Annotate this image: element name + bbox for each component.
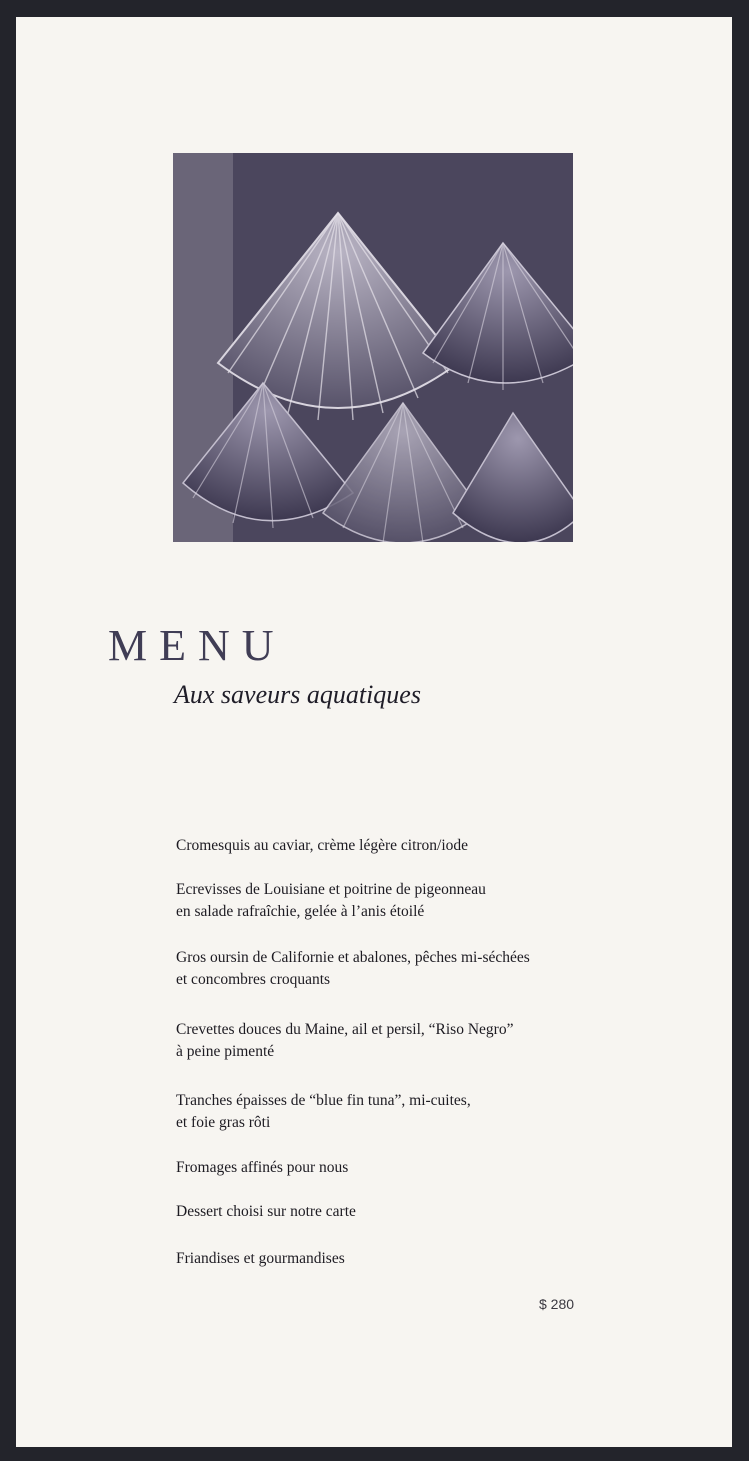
course-item — [176, 835, 606, 857]
course-item — [176, 947, 606, 991]
course-line: en salade rafraîchie, gelée à l’anis étoilé — [176, 903, 425, 920]
course-item — [176, 1201, 606, 1223]
course-line: Tranches épaisses de “blue fin tuna”, mi-cuites, — [176, 1092, 471, 1109]
menu-card — [16, 17, 732, 1447]
course-line: Friandises et gourmandises — [176, 1250, 345, 1267]
course-line: Fromages affinés pour nous — [176, 1159, 349, 1176]
course-item — [176, 1019, 606, 1063]
course-line: et foie gras rôti — [176, 1114, 271, 1131]
course-line: Ecrevisses de Louisiane et poitrine de pigeonneau — [176, 881, 486, 898]
course-item — [176, 1090, 606, 1134]
course-item — [176, 1157, 606, 1179]
menu-title: MENU — [108, 621, 286, 670]
course-item — [176, 879, 606, 923]
menu-subtitle: Aux saveurs aquatiques — [174, 680, 421, 709]
course-line: Gros oursin de Californie et abalones, pêches mi-séchées — [176, 949, 530, 966]
course-item — [176, 1248, 606, 1270]
course-line: Dessert choisi sur notre carte — [176, 1203, 356, 1220]
scallop-shells-photo — [173, 153, 573, 542]
course-line: à peine pimenté — [176, 1043, 275, 1060]
course-line: Cromesquis au caviar, crème légère citron/iode — [176, 837, 469, 854]
course-line: Crevettes douces du Maine, ail et persil, “Riso Negro” — [176, 1021, 514, 1038]
course-line: et concombres croquants — [176, 971, 331, 988]
menu-price: $ 280 — [539, 1296, 575, 1312]
